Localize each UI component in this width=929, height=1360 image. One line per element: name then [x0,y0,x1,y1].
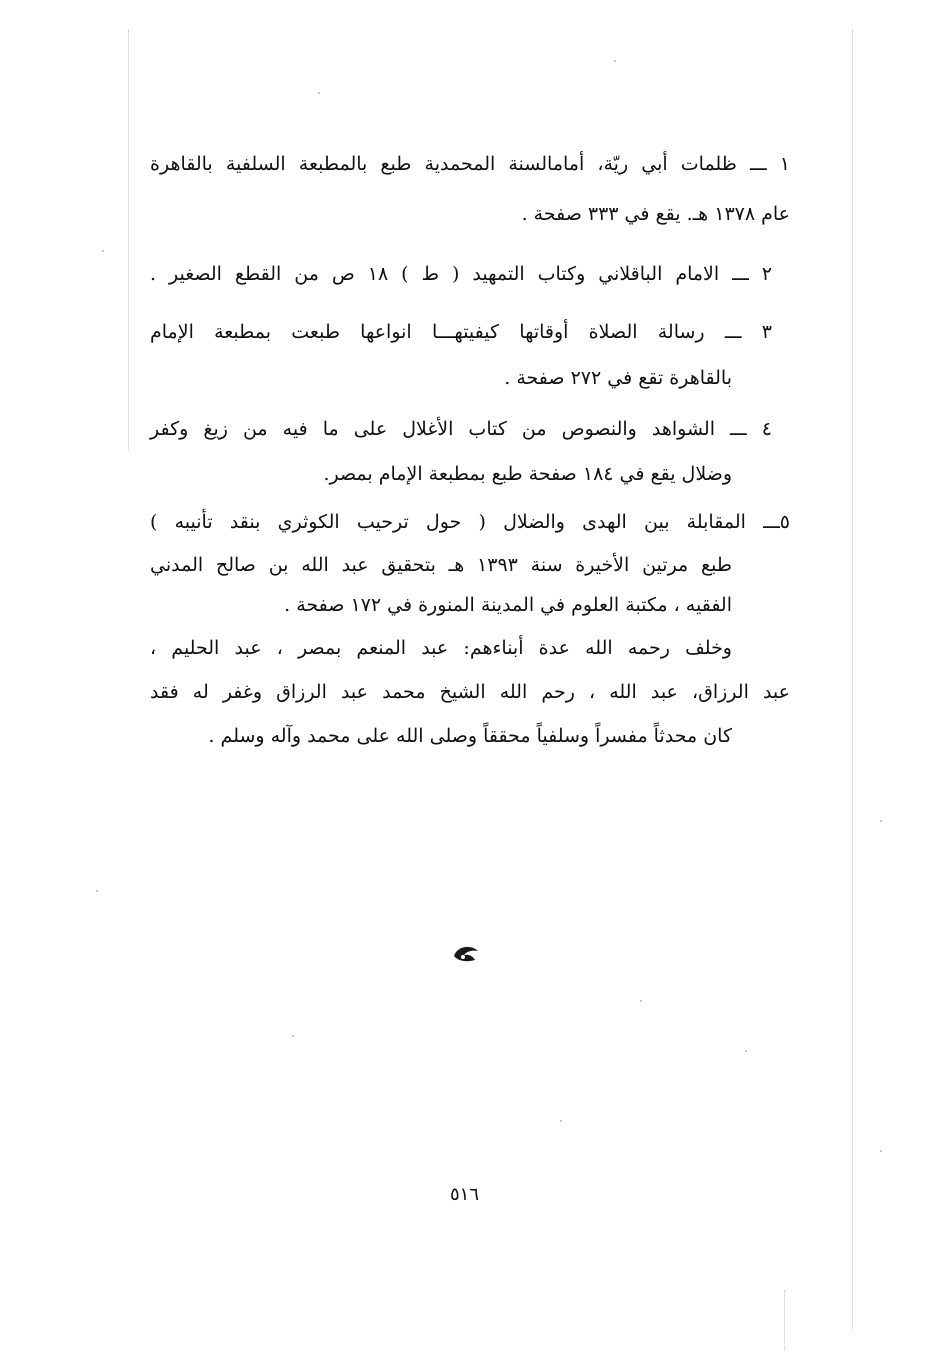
scan-speck [96,890,98,892]
scan-speck [560,1120,562,1122]
scan-artifact-line [128,30,130,450]
footnote-1-line-1: ١ ـــ ظلمات أبي ريّة، أمامالسنة المحمدية طبع بالمطبعة السلفية بالقاهرة [150,153,790,175]
footnote-1-line-2: عام ١٣٧٨ هـ. يقع في ٣٣٣ صفحة . [521,203,790,225]
footnote-2-line-1: ٢ ـــ الامام الباقلاني وكتاب التمهيد ( ط ) ١٨ ص من القطع الصغير . [150,263,773,285]
scan-speck [102,250,104,252]
scan-speck [292,1035,294,1037]
footnote-5-line-3: الفقيه ، مكتبة العلوم في المدينة المنورة في ١٧٢ صفحة . [284,594,732,616]
footnote-4-line-2: وضلال يقع في ١٨٤ صفحة طبع بمطبعة الإمام بمصر. [323,463,732,485]
scan-speck [745,1050,747,1052]
scan-artifact-line [784,1290,786,1350]
footnote-4-line-1: ٤ ـــ الشواهد والنصوص من كتاب الأغلال على ما فيه من زيغ وكفر [150,418,772,440]
scan-speck [880,820,882,822]
closing-line-3: كان محدثاً مفسراً وسلفياً محققاً وصلى الله على محمد وآله وسلم . [208,725,732,747]
footnote-5-line-2: طبع مرتين الأخيرة سنة ١٣٩٣ هـ بتحقيق عبد الله بن صالح المدني [150,554,732,576]
footnote-3-line-2: بالقاهرة تقع في ٢٧٢ صفحة . [504,367,732,389]
scan-artifact-line [852,30,854,1330]
footnote-5-line-1: ٥ـــ المقابلة بين الهدى والضلال ( حول ترحيب الكوثري بنقد تأنيبه ) [150,511,790,533]
page-number: ٥١٦ [449,1184,479,1205]
end-of-section-ornament-icon [451,942,481,964]
closing-line-2: عبد الرزاق، عبد الله ، رحم الله الشيخ محمد عبد الرزاق وغفر له فقد [150,681,790,703]
footnote-3-line-1: ٣ ـــ رسالة الصلاة أوقاتها كيفيتهـــا انواعها طبعت بمطبعة الإمام [150,321,772,343]
footnotes-block [150,0,790,760]
closing-line-1: وخلف رحمه الله عدة أبناءهم: عبد المنعم بمصر ، عبد الحليم ، [150,637,732,659]
scan-speck [640,1000,642,1002]
scan-speck [880,1150,882,1152]
